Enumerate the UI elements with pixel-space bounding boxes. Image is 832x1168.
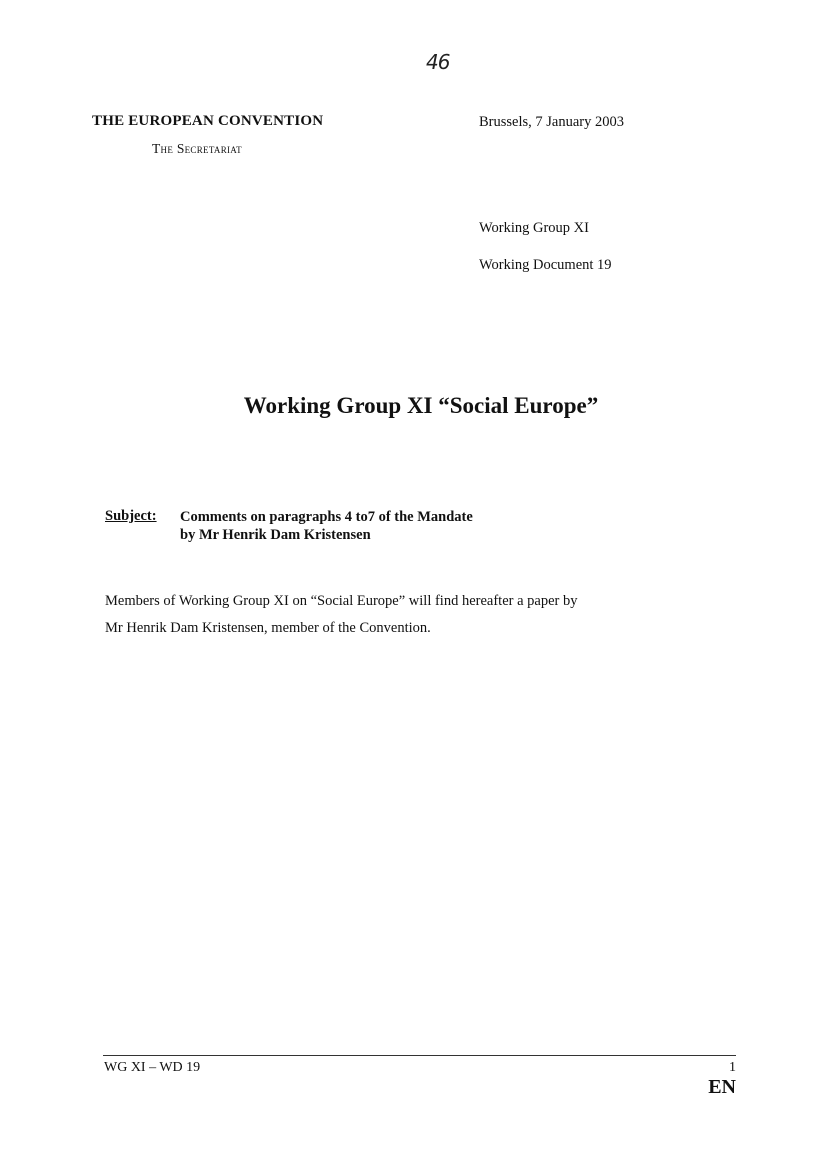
body-line-1: Members of Working Group XI on “Social Europe” will find hereafter a paper by xyxy=(105,593,578,609)
language-code: EN xyxy=(708,1076,736,1098)
page-number: 1 xyxy=(729,1060,736,1075)
body-line-2: Mr Henrik Dam Kristensen, member of the Convention. xyxy=(105,620,431,636)
organisation-name: THE EUROPEAN CONVENTION xyxy=(92,113,324,129)
footer-divider xyxy=(103,1055,736,1056)
body-paragraph xyxy=(105,588,725,642)
handwritten-page-number: 46 xyxy=(426,50,450,74)
footer-reference: WG XI – WD 19 xyxy=(104,1060,201,1075)
subject-text xyxy=(180,508,473,544)
department-name: The Secretariat xyxy=(152,141,242,156)
subject-label: Subject: xyxy=(105,508,157,524)
working-group-label: Working Group XI xyxy=(479,220,589,236)
document-title: Working Group XI “Social Europe” xyxy=(243,393,599,418)
date-line: Brussels, 7 January 2003 xyxy=(479,114,624,130)
working-document-label: Working Document 19 xyxy=(479,257,612,273)
subject-line-1: Comments on paragraphs 4 to7 of the Mandate xyxy=(180,509,473,525)
subject-line-2: by Mr Henrik Dam Kristensen xyxy=(180,527,371,543)
